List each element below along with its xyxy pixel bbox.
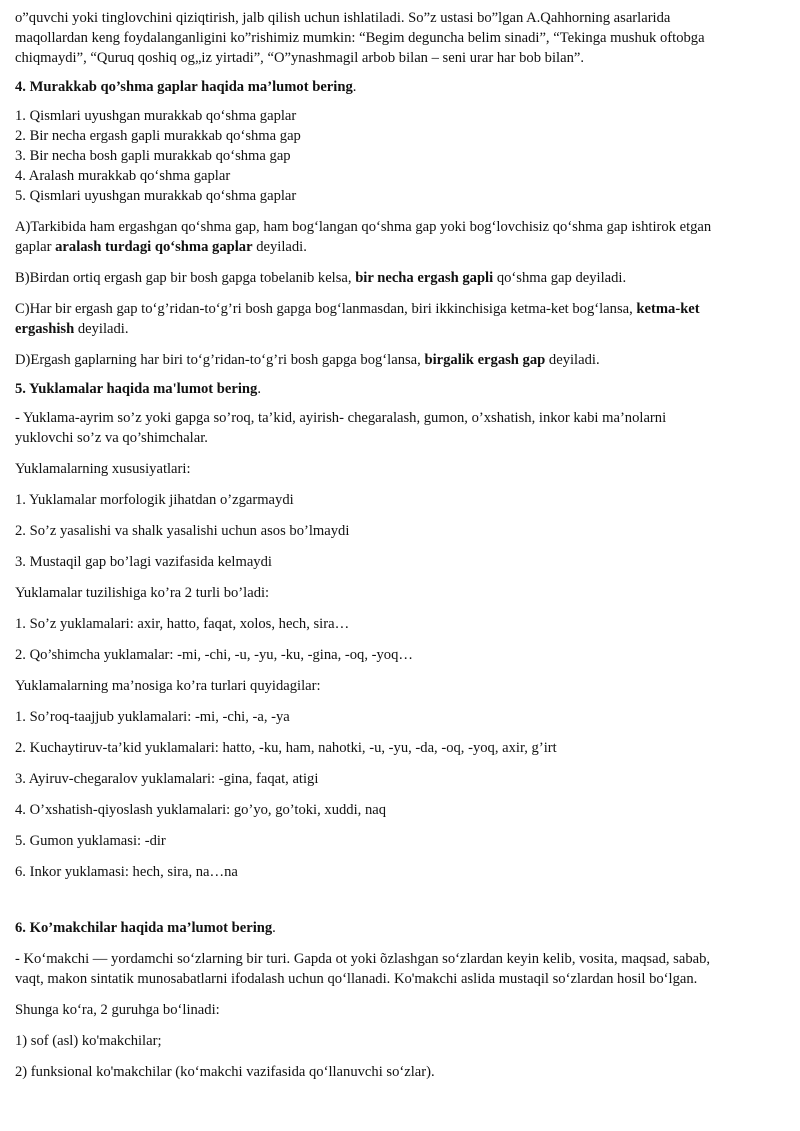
- intro-line: maqollardan keng foydalanganligini ko”rishimiz mumkin: “Begim deguncha belim sinadi”, “Tekinga mushuk oftobga: [15, 30, 705, 46]
- paragraph-c: C)Har bir ergash gap to‘g’ridan-to‘g’ri bosh gapga bog‘lanmasdan, biri ikkinchisiga ketma-ket bog‘lansa, ketma-ket ergashish deyiladi.: [15, 301, 700, 337]
- list-item: 1) sof (asl) ko'makchilar;: [15, 1033, 162, 1049]
- list-item: 1. Qismlari uyushgan murakkab qo‘shma gaplar: [15, 108, 297, 124]
- list-item: 2) funksional ko'makchilar (ko‘makchi vazifasida qo‘llanuvchi so‘zlar).: [15, 1064, 435, 1080]
- list-item: 4. O’xshatish-qiyoslash yuklamalari: go’yo, go’toki, xuddi, naq: [15, 802, 387, 818]
- intro-line: o”quvchi yoki tinglovchini qiziqtirish, jalb qilish uchun ishlatiladi. So”z ustasi bo”lgan A.Qahhorning asarlarida: [15, 10, 671, 26]
- list-item: 2. So’z yasalishi va shalk yasalishi uchun asos bo’lmaydi: [15, 523, 350, 539]
- definition: - Yuklama-ayrim so’z yoki gapga so’roq, ta’kid, ayirish- chegaralash, gumon, o’xshatish, inkor kabi ma’nolarni yuklovchi so’z va qo’shimchalar.: [15, 410, 667, 446]
- paragraph-d: D)Ergash gaplarning har biri to‘g’ridan-to‘g’ri bosh gapga bog‘lansa, birgalik ergash gap deyiladi.: [15, 352, 600, 368]
- list-item: 2. Qo’shimcha yuklamalar: -mi, -chi, -u, -yu, -ku, -gina, -oq, -yoq…: [15, 647, 413, 663]
- groups-title: Shunga ko‘ra, 2 guruhga bo‘linadi:: [15, 1002, 220, 1018]
- list-item: 3. Bir necha bosh gapli murakkab qo‘shma gap: [15, 148, 291, 164]
- list-item: 2. Kuchaytiruv-ta’kid yuklamalari: hatto, -ku, ham, nahotki, -u, -yu, -da, -oq, -yoq, axir, g’irt: [15, 740, 557, 756]
- list-item: 1. So’roq-taajjub yuklamalari: -mi, -chi, -a, -ya: [15, 709, 290, 725]
- list-item: 3. Ayiruv-chegaralov yuklamalari: -gina, faqat, atigi: [15, 771, 319, 787]
- list-item: 4. Aralash murakkab qo‘shma gaplar: [15, 168, 231, 184]
- meaning-title: Yuklamalarning ma’nosiga ko’ra turlari quyidagilar:: [15, 678, 321, 694]
- list-item: 1. So’z yuklamalari: axir, hatto, faqat, xolos, hech, sira…: [15, 616, 350, 632]
- structure-title: Yuklamalar tuzilishiga ko’ra 2 turli bo’ladi:: [15, 585, 270, 601]
- definition: - Ko‘makchi — yordamchi so‘zlarning bir turi. Gapda ot yoki õzlashgan so‘zlardan keyin kelib, vosita, maqsad, sabab, vaqt, makon sintatik munosabatlarni ifodalash uchun qo‘llanadi. Ko'makchi aslida mustaqil so‘zlardan hosil bo‘lgan.: [15, 951, 711, 987]
- section-4-heading: 4. Murakkab qo’shma gaplar haqida ma’lumot bering.: [15, 79, 357, 95]
- paragraph-a: A)Tarkibida ham ergashgan qo‘shma gap, ham bog‘langan qo‘shma gap yoki bog‘lovchisiz qo‘shma gap ishtirok etgan gaplar aralash turdagi qo‘shma gaplar deyiladi.: [15, 219, 712, 255]
- list-item: 3. Mustaqil gap bo’lagi vazifasida kelmaydi: [15, 554, 272, 570]
- list-item: 5. Gumon yuklamasi: -dir: [15, 833, 166, 849]
- section-5-heading: 5. Yuklamalar haqida ma'lumot bering.: [15, 381, 261, 397]
- intro-line: chiqmaydi”, “Quruq qoshiq og„iz yirtadi”, “O”ynashmagil arbob bilan – seni urar har bob bilan”.: [15, 50, 584, 66]
- paragraph-b: B)Birdan ortiq ergash gap bir bosh gapga tobelanib kelsa, bir necha ergash gapli qo‘shma gap deyiladi.: [15, 270, 627, 286]
- list-item: 2. Bir necha ergash gapli murakkab qo‘shma gap: [15, 128, 301, 144]
- section-6-heading: 6. Ko’makchilar haqida ma’lumot bering.: [15, 920, 276, 936]
- document-page: [15, 8, 790, 1082]
- properties-title: Yuklamalarning xususiyatlari:: [15, 461, 191, 477]
- list-item: 6. Inkor yuklamasi: hech, sira, na…na: [15, 864, 238, 880]
- list-item: 5. Qismlari uyushgan murakkab qo‘shma gaplar: [15, 188, 297, 204]
- list-item: 1. Yuklamalar morfologik jihatdan o’zgarmaydi: [15, 492, 294, 508]
